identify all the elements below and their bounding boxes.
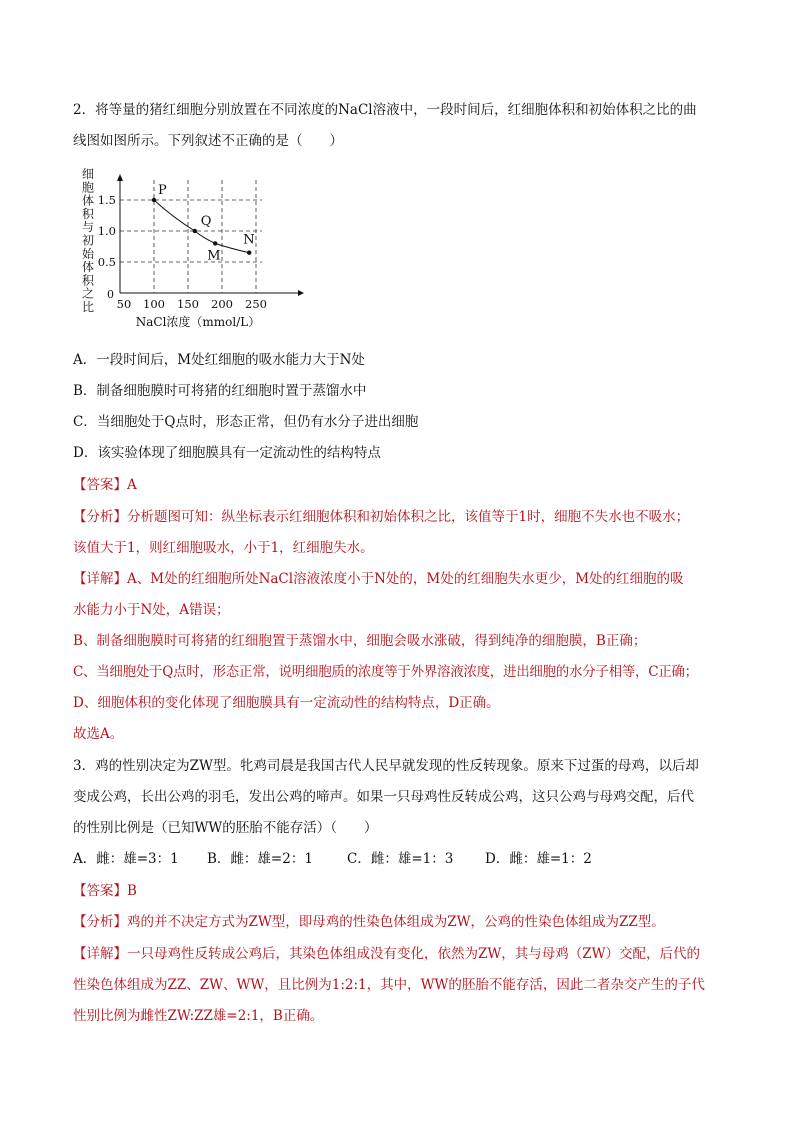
x-axis-arrow xyxy=(298,290,304,296)
x-tick-label: 100 xyxy=(143,297,165,311)
x-tick-label: 200 xyxy=(211,297,233,311)
q3-stem-line2: 变成公鸡，长出公鸡的羽毛，发出公鸡的啼声。如果一只母鸡性反转成公鸡，这只公鸡与母鸡交配，后代 xyxy=(73,789,694,805)
q3-detail-line2: 性染色体组成为ZZ、ZW、WW，且比例为1:2:1，其中，WW的胚胎不能存活，因此二者杂交产生的子代 xyxy=(73,977,705,993)
q2-detail-line1 xyxy=(73,569,733,589)
q2-option-a: A．一段时间后，M处红细胞的吸水能力大于N处 xyxy=(73,352,365,368)
q3-option-b: B．雌：雄=2：1 xyxy=(207,851,313,867)
q2-detail-line3: B、制备细胞膜时可将猪的红细胞置于蒸馏水中，细胞会吸水涨破，得到纯净的细胞膜，B正确； xyxy=(73,633,647,649)
q2-analysis-line2: 该值大于1，则红细胞吸水，小于1，红细胞失水。 xyxy=(73,540,374,556)
ylabel-char: 与 xyxy=(81,220,95,235)
ylabel-char: 体 xyxy=(81,260,95,275)
ylabel-char: 之 xyxy=(81,286,95,301)
chart-ylabel xyxy=(82,167,95,314)
q2-detail-line4: C、当细胞处于Q点时，形态正常，说明细胞质的浓度等于外界溶液浓度，进出细胞的水分子相等，C正确； xyxy=(73,664,698,680)
y-tick-label: 0.5 xyxy=(97,255,116,269)
detail-tag: 【详解】 xyxy=(73,946,127,962)
q3-options xyxy=(73,849,733,869)
ylabel-char: 积 xyxy=(81,273,95,288)
q3-detail-line3: 性别比例为雌性ZW:ZZ雄=2:1，B正确。 xyxy=(73,1008,324,1024)
y-tick-label: 1.5 xyxy=(97,193,116,207)
y-tick-label: 1.0 xyxy=(97,224,116,238)
detail-text: A、M处的红细胞所处NaCl溶液浓度小于N处的，M处的红细胞失水更少，M处的红细胞的吸 xyxy=(127,571,684,587)
ylabel-char: 比 xyxy=(81,300,95,314)
detail-text: 一只母鸡性反转成公鸡后，其染色体组成没有变化，依然为ZW，其与母鸡（ZW）交配，后代的 xyxy=(127,946,701,962)
q2-stem-line1: 2．将等量的猪红细胞分别放置在不同浓度的NaCl溶液中，一段时间后，红细胞体积和初始体积之比的曲 xyxy=(73,102,697,118)
analysis-text: 分析题图可知：纵坐标表示红细胞体积和初始体积之比，该值等于1时，细胞不失水也不吸水； xyxy=(127,509,690,525)
analysis-tag: 【分析】 xyxy=(73,914,127,930)
answer-tag: 【答案】 xyxy=(73,883,127,899)
q2-conclusion: 故选A。 xyxy=(73,726,124,742)
answer-value: B xyxy=(127,883,137,899)
analysis-text: 鸡的并不决定方式为ZW型，即母鸡的性染色体组成为ZW，公鸡的性染色体组成为ZZ型。 xyxy=(127,914,665,930)
x-tick-label: 50 xyxy=(116,297,132,311)
q2-option-b: B．制备细胞膜时可将猪的红细胞时置于蒸馏水中 xyxy=(73,383,367,399)
q3-analysis-line1 xyxy=(73,912,733,932)
x-tick-label: 250 xyxy=(245,297,267,311)
q3-detail-line1 xyxy=(73,944,733,964)
point-label-n: N xyxy=(243,232,255,248)
point-label-p: P xyxy=(158,183,167,198)
q3-option-d: D．雌：雄=1：2 xyxy=(485,851,592,867)
q3-stem-line1: 3．鸡的性别决定为ZW型。牝鸡司晨是我国古代人民早就发现的性反转现象。原来下过蛋的母鸡，以后却 xyxy=(73,758,699,774)
point-p xyxy=(152,198,156,202)
ylabel-char: 胞 xyxy=(81,180,95,195)
detail-tag: 【详解】 xyxy=(73,571,127,587)
q3-option-c: C．雌：雄=1：3 xyxy=(347,851,454,867)
y-axis-arrow xyxy=(117,174,123,181)
ylabel-char: 积 xyxy=(81,206,95,221)
q2-chart xyxy=(80,162,320,332)
answer-tag: 【答案】 xyxy=(73,477,127,493)
point-m xyxy=(213,241,217,245)
analysis-tag: 【分析】 xyxy=(73,509,127,525)
answer-value: A xyxy=(127,477,137,493)
q2-analysis-line1 xyxy=(73,507,733,527)
q2-answer xyxy=(73,475,733,495)
ylabel-char: 细 xyxy=(81,167,95,181)
origin-label: 0 xyxy=(107,288,114,301)
q2-option-c: C．当细胞处于Q点时，形态正常，但仍有水分子进出细胞 xyxy=(73,414,419,430)
point-label-q: Q xyxy=(200,214,212,229)
q2-option-d: D．该实验体现了细胞膜具有一定流动性的结构特点 xyxy=(73,445,381,461)
ylabel-char: 体 xyxy=(81,193,95,208)
q2-detail-line2: 水能力小于N处，A错误； xyxy=(73,602,230,618)
q2-detail-line5: D、细胞体积的变化体现了细胞膜具有一定流动性的结构特点，D正确。 xyxy=(73,695,500,711)
q3-option-a: A．雌：雄=3：1 xyxy=(73,851,179,867)
point-n xyxy=(247,251,251,255)
q2-stem-line2: 线图如图所示。下列叙述不正确的是（ ） xyxy=(73,133,343,149)
chart-xlabel: NaCl浓度（mmol/L） xyxy=(135,315,261,329)
point-label-m: M xyxy=(207,248,221,264)
q3-stem-line3: 的性别比例是（已知WW的胚胎不能存活）（ ） xyxy=(73,820,378,836)
ylabel-char: 始 xyxy=(81,246,95,261)
x-tick-label: 150 xyxy=(177,297,199,311)
point-q xyxy=(193,229,197,233)
q3-answer xyxy=(73,881,733,901)
ylabel-char: 初 xyxy=(81,233,95,248)
